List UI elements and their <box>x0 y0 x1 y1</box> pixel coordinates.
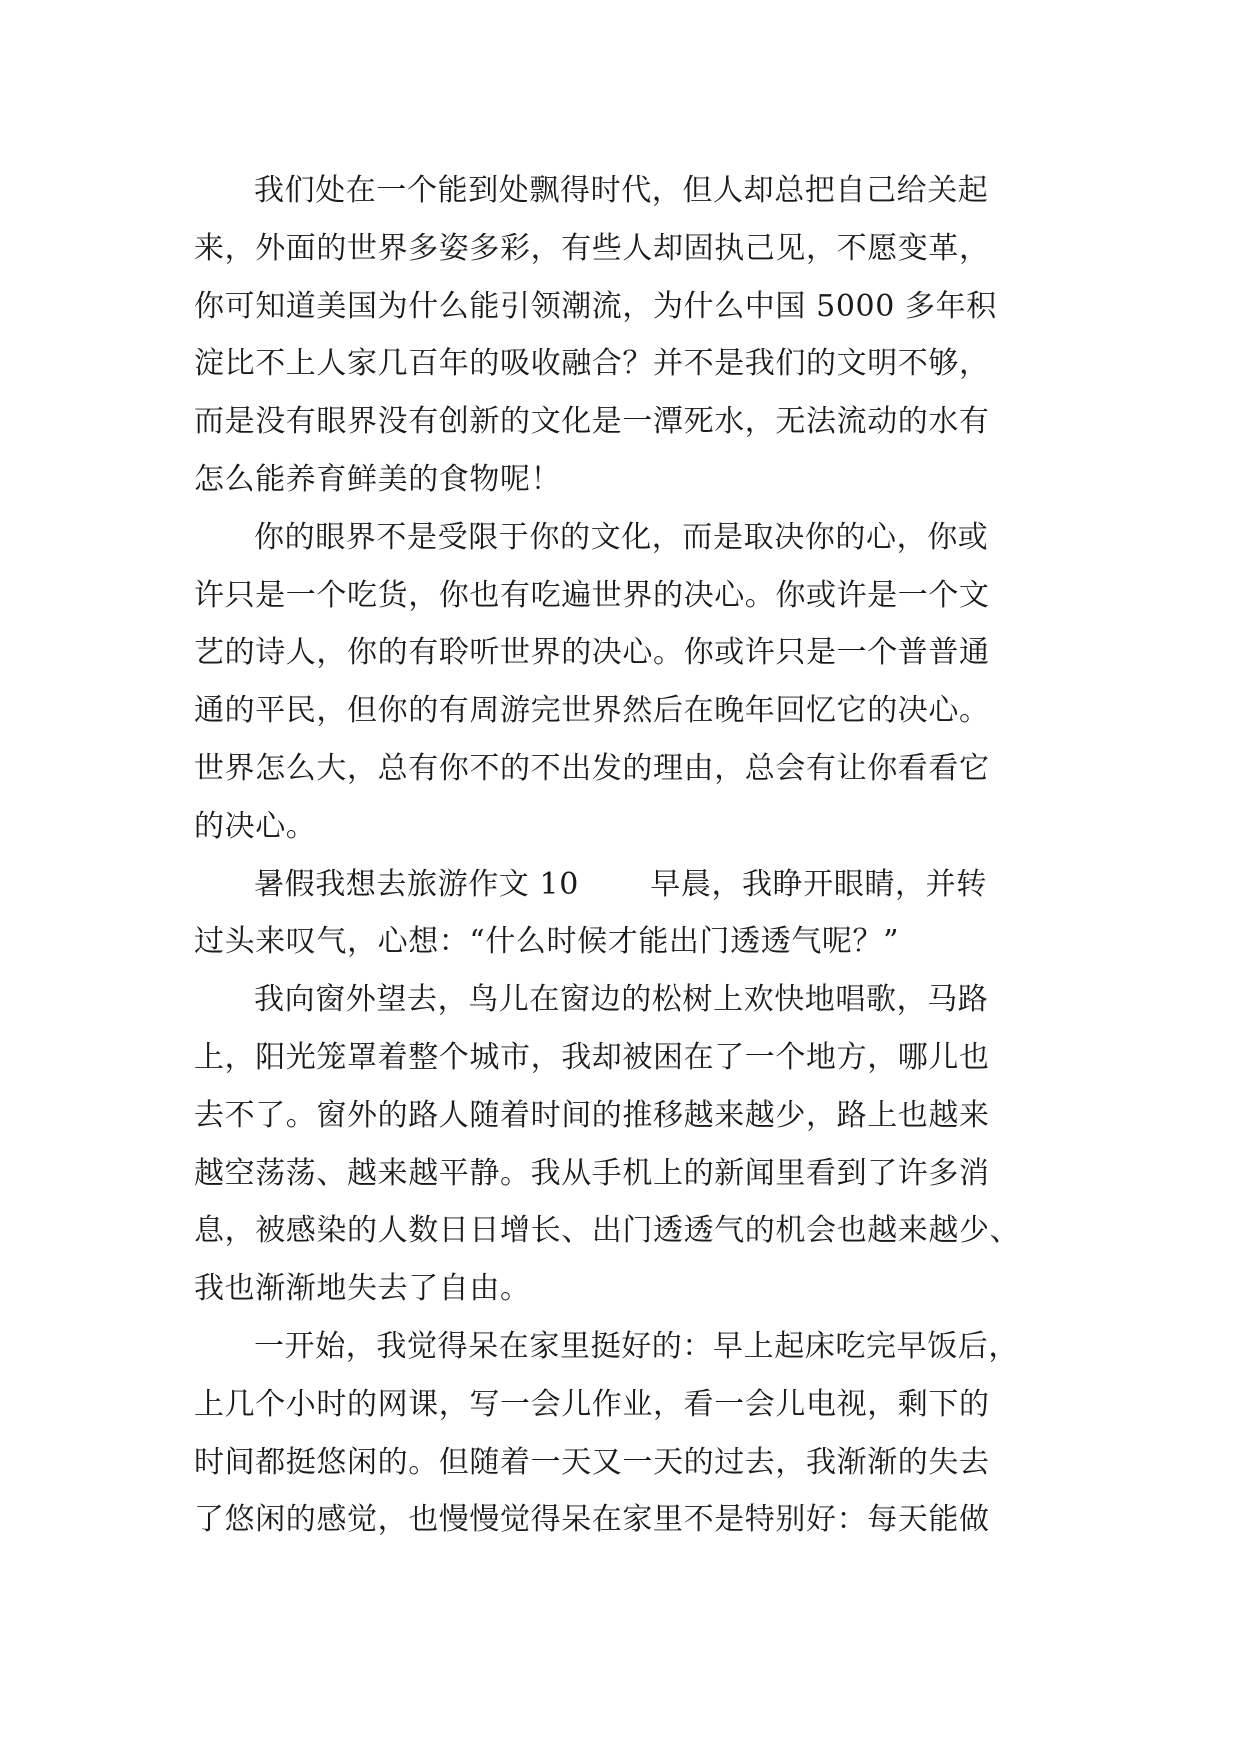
text-line: 你的眼界不是受限于你的文化，而是取决你的心，你或 <box>254 519 989 555</box>
text-line: 越空荡荡、越来越平静。我从手机上的新闻里看到了许多消 <box>194 1155 990 1191</box>
text-line: 过头来叹气，心想：“什么时候才能出门透透气呢？” <box>194 924 900 960</box>
text-line: 艺的诗人，你的有聆听世界的决心。你或许只是一个普普通 <box>194 635 990 671</box>
text-line: 淀比不上人家几百年的吸收融合？并不是我们的文明不够， <box>194 346 990 382</box>
text-line: 我们处在一个能到处飘得时代，但人却总把自己给关起 <box>254 173 989 208</box>
paragraph <box>194 509 1058 856</box>
text-line: 世界怎么大，总有你不的不出发的理由，总会有让你看看它 <box>194 750 990 786</box>
paragraph <box>194 162 1058 509</box>
text-line: 了悠闲的感觉，也慢慢觉得呆在家里不是特别好：每天能做 <box>194 1502 990 1538</box>
text-line: 上，阳光笼罩着整个城市，我却被困在了一个地方，哪儿也 <box>194 1039 990 1075</box>
paragraph <box>194 856 1058 972</box>
text-line: 许只是一个吃货，你也有吃遍世界的决心。你或许是一个文 <box>194 577 990 613</box>
text-line: 我向窗外望去，鸟儿在窗边的松树上欢快地唱歌，马路 <box>254 982 989 1018</box>
text-line: 上几个小时的网课，写一会儿作业，看一会儿电视，剩下的 <box>194 1386 990 1422</box>
document-body <box>194 162 1058 1549</box>
paragraph <box>194 1318 1058 1549</box>
text-line: 时间都挺悠闲的。但随着一天又一天的过去，我渐渐的失去 <box>194 1444 990 1480</box>
text-line: 而是没有眼界没有创新的文化是一潭死水，无法流动的水有 <box>194 404 990 440</box>
paragraph <box>194 971 1058 1318</box>
text-line: 去不了。窗外的路人随着时间的推移越来越少，路上也越来 <box>194 1097 990 1133</box>
text-line: 息，被感染的人数日日增长、出门透透气的机会也越来越少、 <box>194 1213 1021 1249</box>
text-line: 我也渐渐地失去了自由。 <box>194 1271 531 1307</box>
text-line: 一开始，我觉得呆在家里挺好的：早上起床吃完早饭后， <box>254 1328 1019 1364</box>
text-line: 来，外面的世界多姿多彩，有些人却固执己见，不愿变革， <box>194 230 990 266</box>
text-line: 的决心。 <box>194 808 317 844</box>
text-line: 通的平民，但你的有周游完世界然后在晚年回忆它的决心。 <box>194 693 990 729</box>
text-line: 你可知道美国为什么能引领潮流，为什么中国 5000 多年积 <box>194 288 997 324</box>
text-line: 怎么能养育鲜美的食物呢！ <box>194 461 562 497</box>
text-line: 暑假我想去旅游作文 10 早晨，我睁开眼睛，并转 <box>254 866 987 902</box>
